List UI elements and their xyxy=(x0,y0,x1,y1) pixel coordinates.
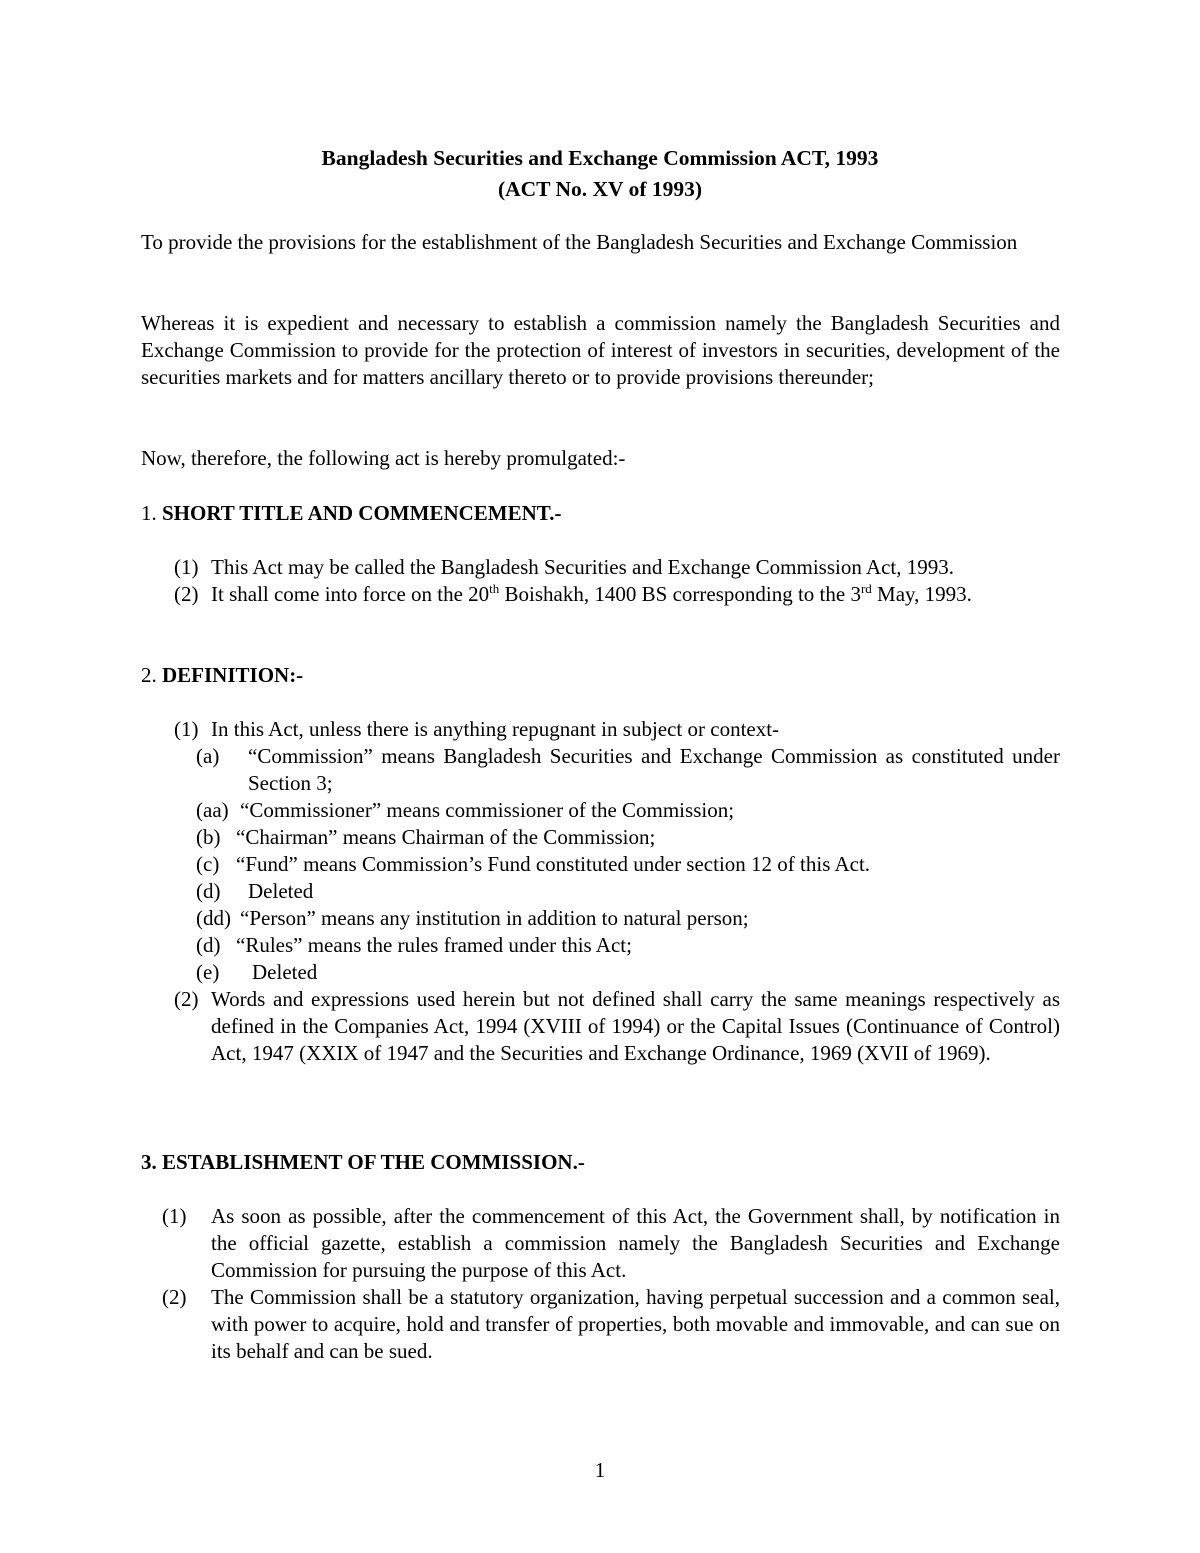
section-1-title: SHORT TITLE AND COMMENCEMENT.- xyxy=(162,501,562,525)
item-text: As soon as possible, after the commencement of this Act, the Government shall, by notification in the official gazette, establish a commission namely the Bangladesh Securities and Exchange Commission for pursuing the purpose of this Act. xyxy=(211,1204,1060,1282)
promulgation-paragraph: Now, therefore, the following act is hereby promulgated:- xyxy=(141,446,626,470)
section-1-heading xyxy=(141,500,1060,527)
item-text: Words and expressions used herein but not defined shall carry the same meanings respectively as defined in the Companies Act, 1994 (XVIII of 1994) or the Capital Issues (Continuance of Control) Act, 1947 (XXIX of 1947 and the Securities and Exchange Ordinance, 1969 (XVII of 1969). xyxy=(211,987,1060,1065)
definition-text: “Rules” means the rules framed under this Act; xyxy=(236,933,632,957)
section-1-number: 1. xyxy=(141,501,157,525)
definition-b xyxy=(196,824,1060,851)
whereas-paragraph: Whereas it is expedient and necessary to establish a commission namely the Bangladesh Securities and Exchange Commission to provide for the protection of interest of investors in securities, development of the securities markets and for matters ancillary thereto or to provide provisions thereunder; xyxy=(141,311,1060,389)
definition-c xyxy=(196,851,1060,878)
definition-aa xyxy=(196,797,1060,824)
section-3-item-2 xyxy=(162,1284,1060,1365)
definition-label: (e) xyxy=(196,960,220,984)
section-2-title: DEFINITION:- xyxy=(162,663,304,687)
definition-text: “Commission” means Bangladesh Securities and Exchange Commission as constituted under Section 3; xyxy=(248,744,1060,795)
definition-text: Deleted xyxy=(248,879,314,903)
definition-rules xyxy=(196,932,1060,959)
item-number: (2) xyxy=(174,582,199,606)
item-number: (2) xyxy=(162,1285,187,1309)
item-number: (2) xyxy=(174,987,199,1011)
section-3-item-1 xyxy=(162,1203,1060,1284)
section-2-heading xyxy=(141,662,1060,689)
item-text: In this Act, unless there is anything repugnant in subject or context- xyxy=(211,717,780,741)
act-number: (ACT No. XV of 1993) xyxy=(497,177,703,201)
definition-label: (dd) xyxy=(196,906,231,930)
definition-text: “Chairman” means Chairman of the Commission; xyxy=(236,825,656,849)
item-text: The Commission shall be a statutory organization, having perpetual succession and a common seal, with power to acquire, hold and transfer of properties, both movable and immovable, and can sue on its behalf and can be sued. xyxy=(211,1285,1060,1363)
item-text: This Act may be called the Bangladesh Securities and Exchange Commission Act, 1993. xyxy=(211,555,955,579)
definition-text: Deleted xyxy=(252,960,318,984)
definition-label: (d) xyxy=(196,933,221,957)
definition-a xyxy=(196,743,1060,797)
preamble-paragraph: To provide the provisions for the establishment of the Bangladesh Securities and Exchange Commission xyxy=(141,230,1018,254)
section-1-item-1 xyxy=(174,554,1060,581)
definition-label: (d) xyxy=(196,879,221,903)
definition-d xyxy=(196,878,1060,905)
section-2-item-1 xyxy=(174,716,1060,743)
definition-text: “Fund” means Commission’s Fund constituted under section 12 of this Act. xyxy=(236,852,871,876)
definition-label: (b) xyxy=(196,825,221,849)
definition-e xyxy=(196,959,1060,986)
section-2-item-2 xyxy=(174,986,1060,1094)
act-title: Bangladesh Securities and Exchange Commission ACT, 1993 xyxy=(321,146,879,170)
definition-label: (c) xyxy=(196,852,220,876)
item-number: (1) xyxy=(162,1204,187,1228)
definition-label: (a) xyxy=(196,744,220,768)
item-text: It shall come into force on the 20th Boishakh, 1400 BS corresponding to the 3rd May, 1993. xyxy=(211,581,972,606)
section-3-heading: 3. ESTABLISHMENT OF THE COMMISSION.- xyxy=(141,1150,585,1174)
section-2-number: 2. xyxy=(141,663,157,687)
definition-text: “Commissioner” means commissioner of the Commission; xyxy=(240,798,735,822)
item-number: (1) xyxy=(174,717,199,741)
definition-label: (aa) xyxy=(196,798,229,822)
page-number: 1 xyxy=(594,1458,606,1482)
definition-text: “Person” means any institution in addition to natural person; xyxy=(240,906,749,930)
section-1-item-2 xyxy=(174,581,1060,635)
item-number: (1) xyxy=(174,555,199,579)
definition-dd xyxy=(196,905,1060,932)
